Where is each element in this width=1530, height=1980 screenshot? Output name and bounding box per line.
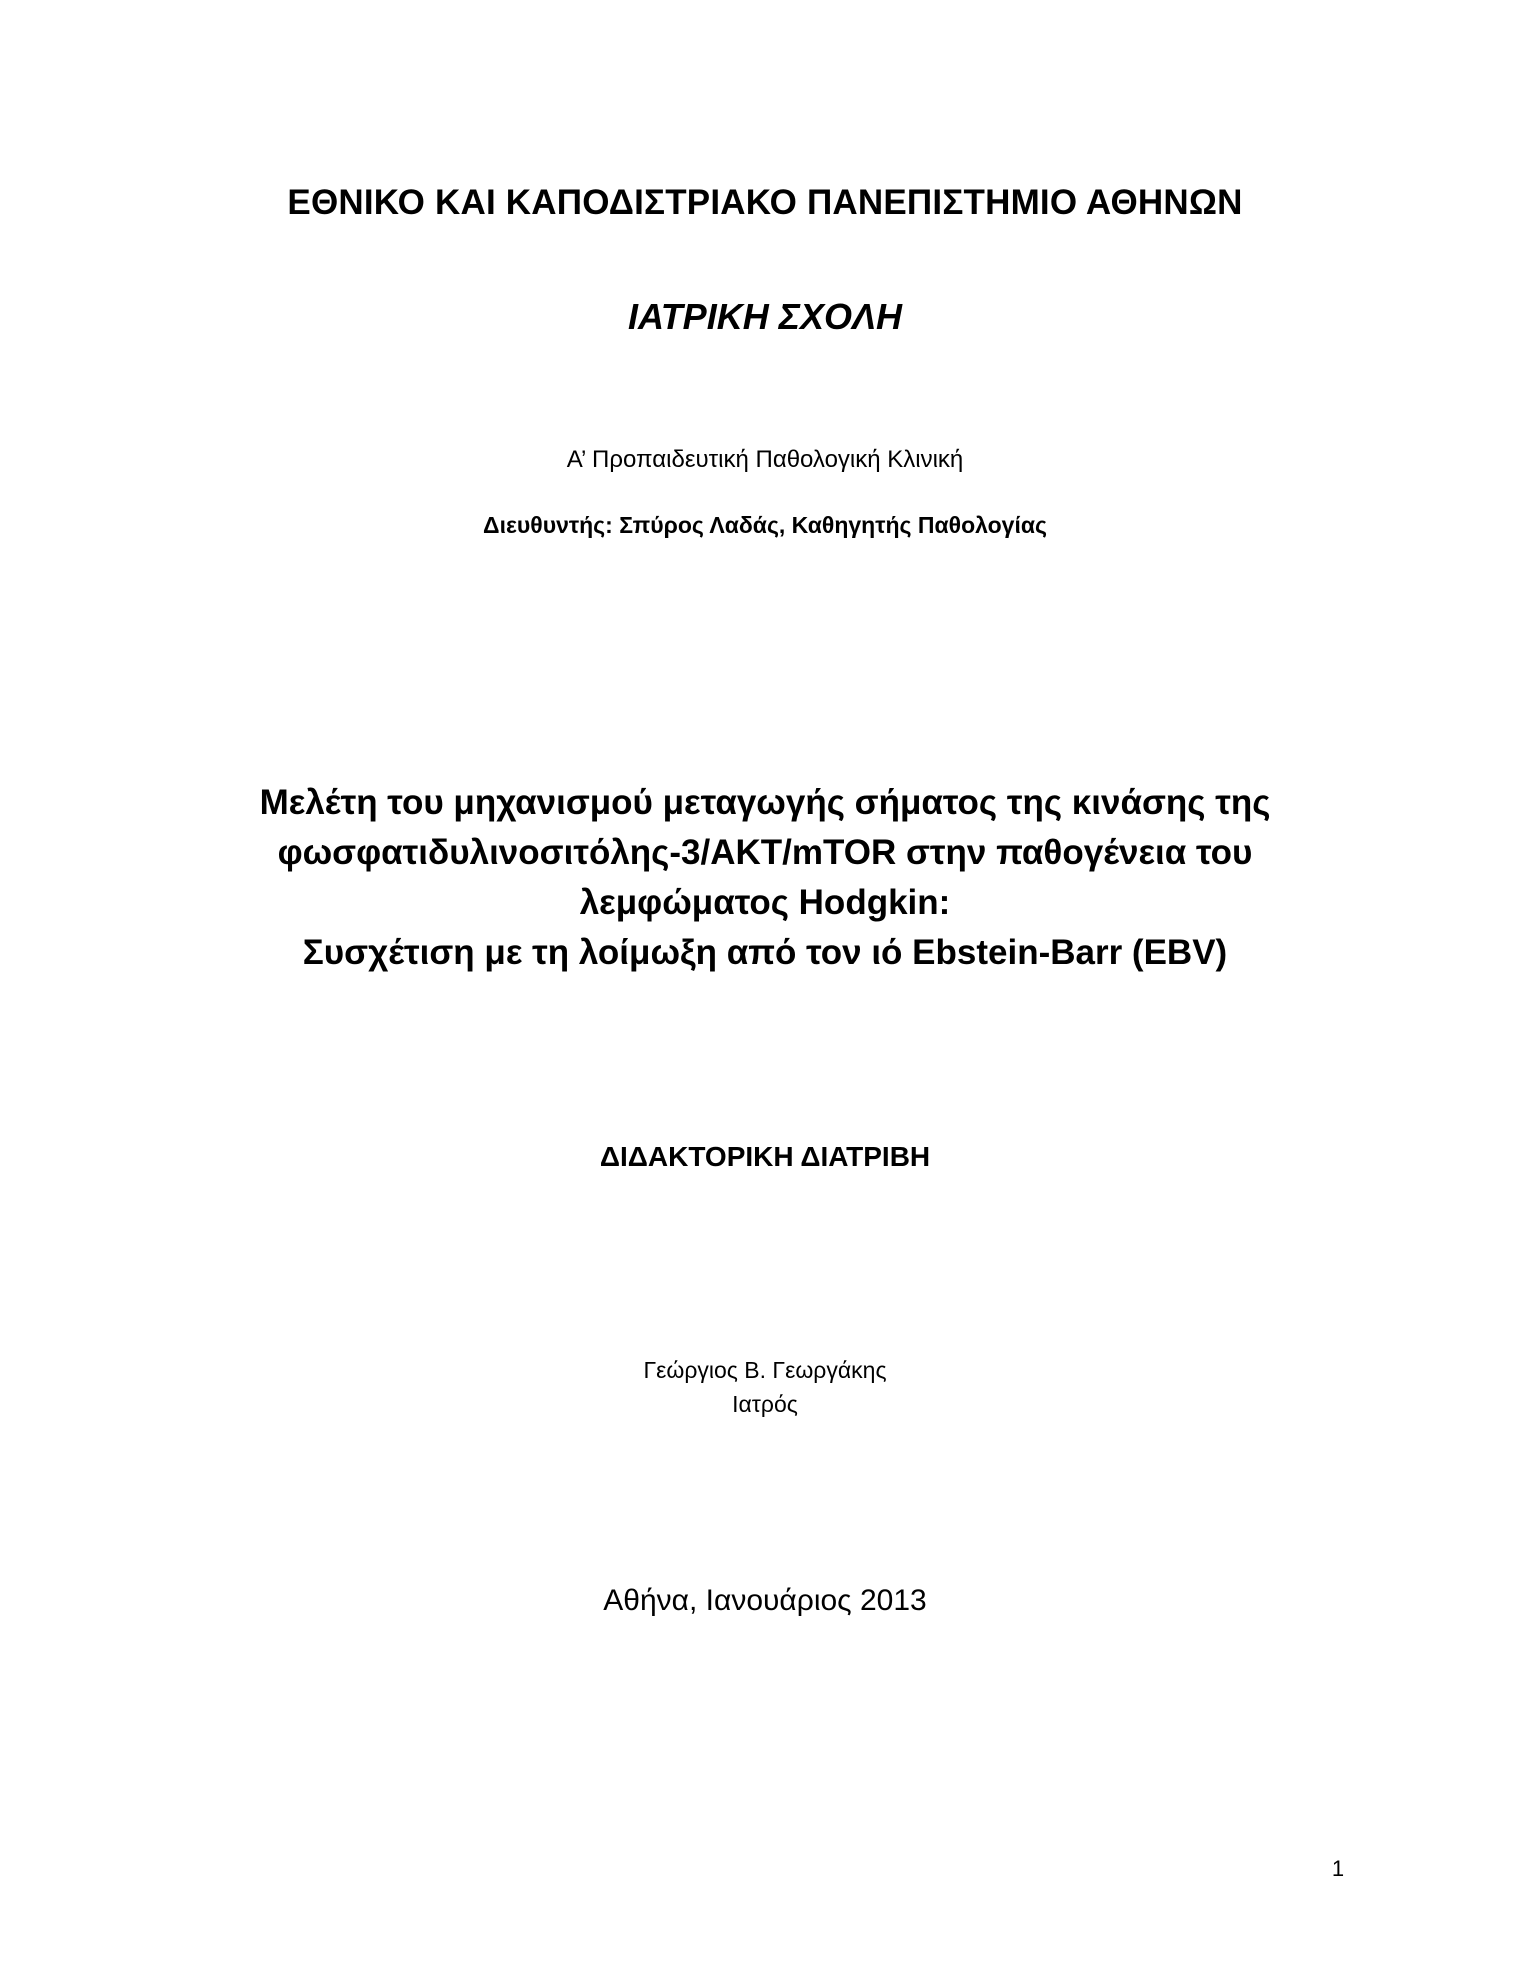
- author-block: [0, 1353, 1530, 1421]
- place-date: Αθήνα, Ιανουάριος 2013: [603, 1584, 927, 1617]
- thesis-title-line: λεμφώματος Hodgkin:: [579, 883, 951, 922]
- document-type: ΔΙΔΑΚΤΟΡΙΚΗ ΔΙΑΤΡΙΒΗ: [599, 1141, 931, 1172]
- thesis-title-line: φωσφατιδυλινοσιτόλης-3/AKT/mTOR στην παθογένεια του: [277, 833, 1253, 872]
- author-name: Γεώργιος Β. Γεωργάκης: [643, 1357, 887, 1383]
- university-name: ΕΘΝΙΚΟ ΚΑΙ ΚΑΠΟΔΙΣΤΡΙΑΚΟ ΠΑΝΕΠΙΣΤΗΜΙΟ ΑΘΗΝΩΝ: [287, 183, 1243, 222]
- school-name: ΙΑΤΡΙΚΗ ΣΧΟΛΗ: [628, 296, 902, 337]
- director-line: Διευθυντής: Σπύρος Λαδάς, Καθηγητής Παθολογίας: [483, 512, 1047, 538]
- thesis-title-line: Μελέτη του μηχανισμού μεταγωγής σήματος της κινάσης της: [259, 783, 1271, 822]
- author-title: Ιατρός: [732, 1391, 798, 1417]
- page-number: 1: [1331, 1856, 1345, 1881]
- clinic-name: Α’ Προπαιδευτική Παθολογική Κλινική: [566, 446, 964, 473]
- thesis-title: [0, 778, 1530, 978]
- thesis-title-line: Συσχέτιση με τη λοίμωξη από τον ιό Ebstein-Barr (EBV): [302, 933, 1228, 972]
